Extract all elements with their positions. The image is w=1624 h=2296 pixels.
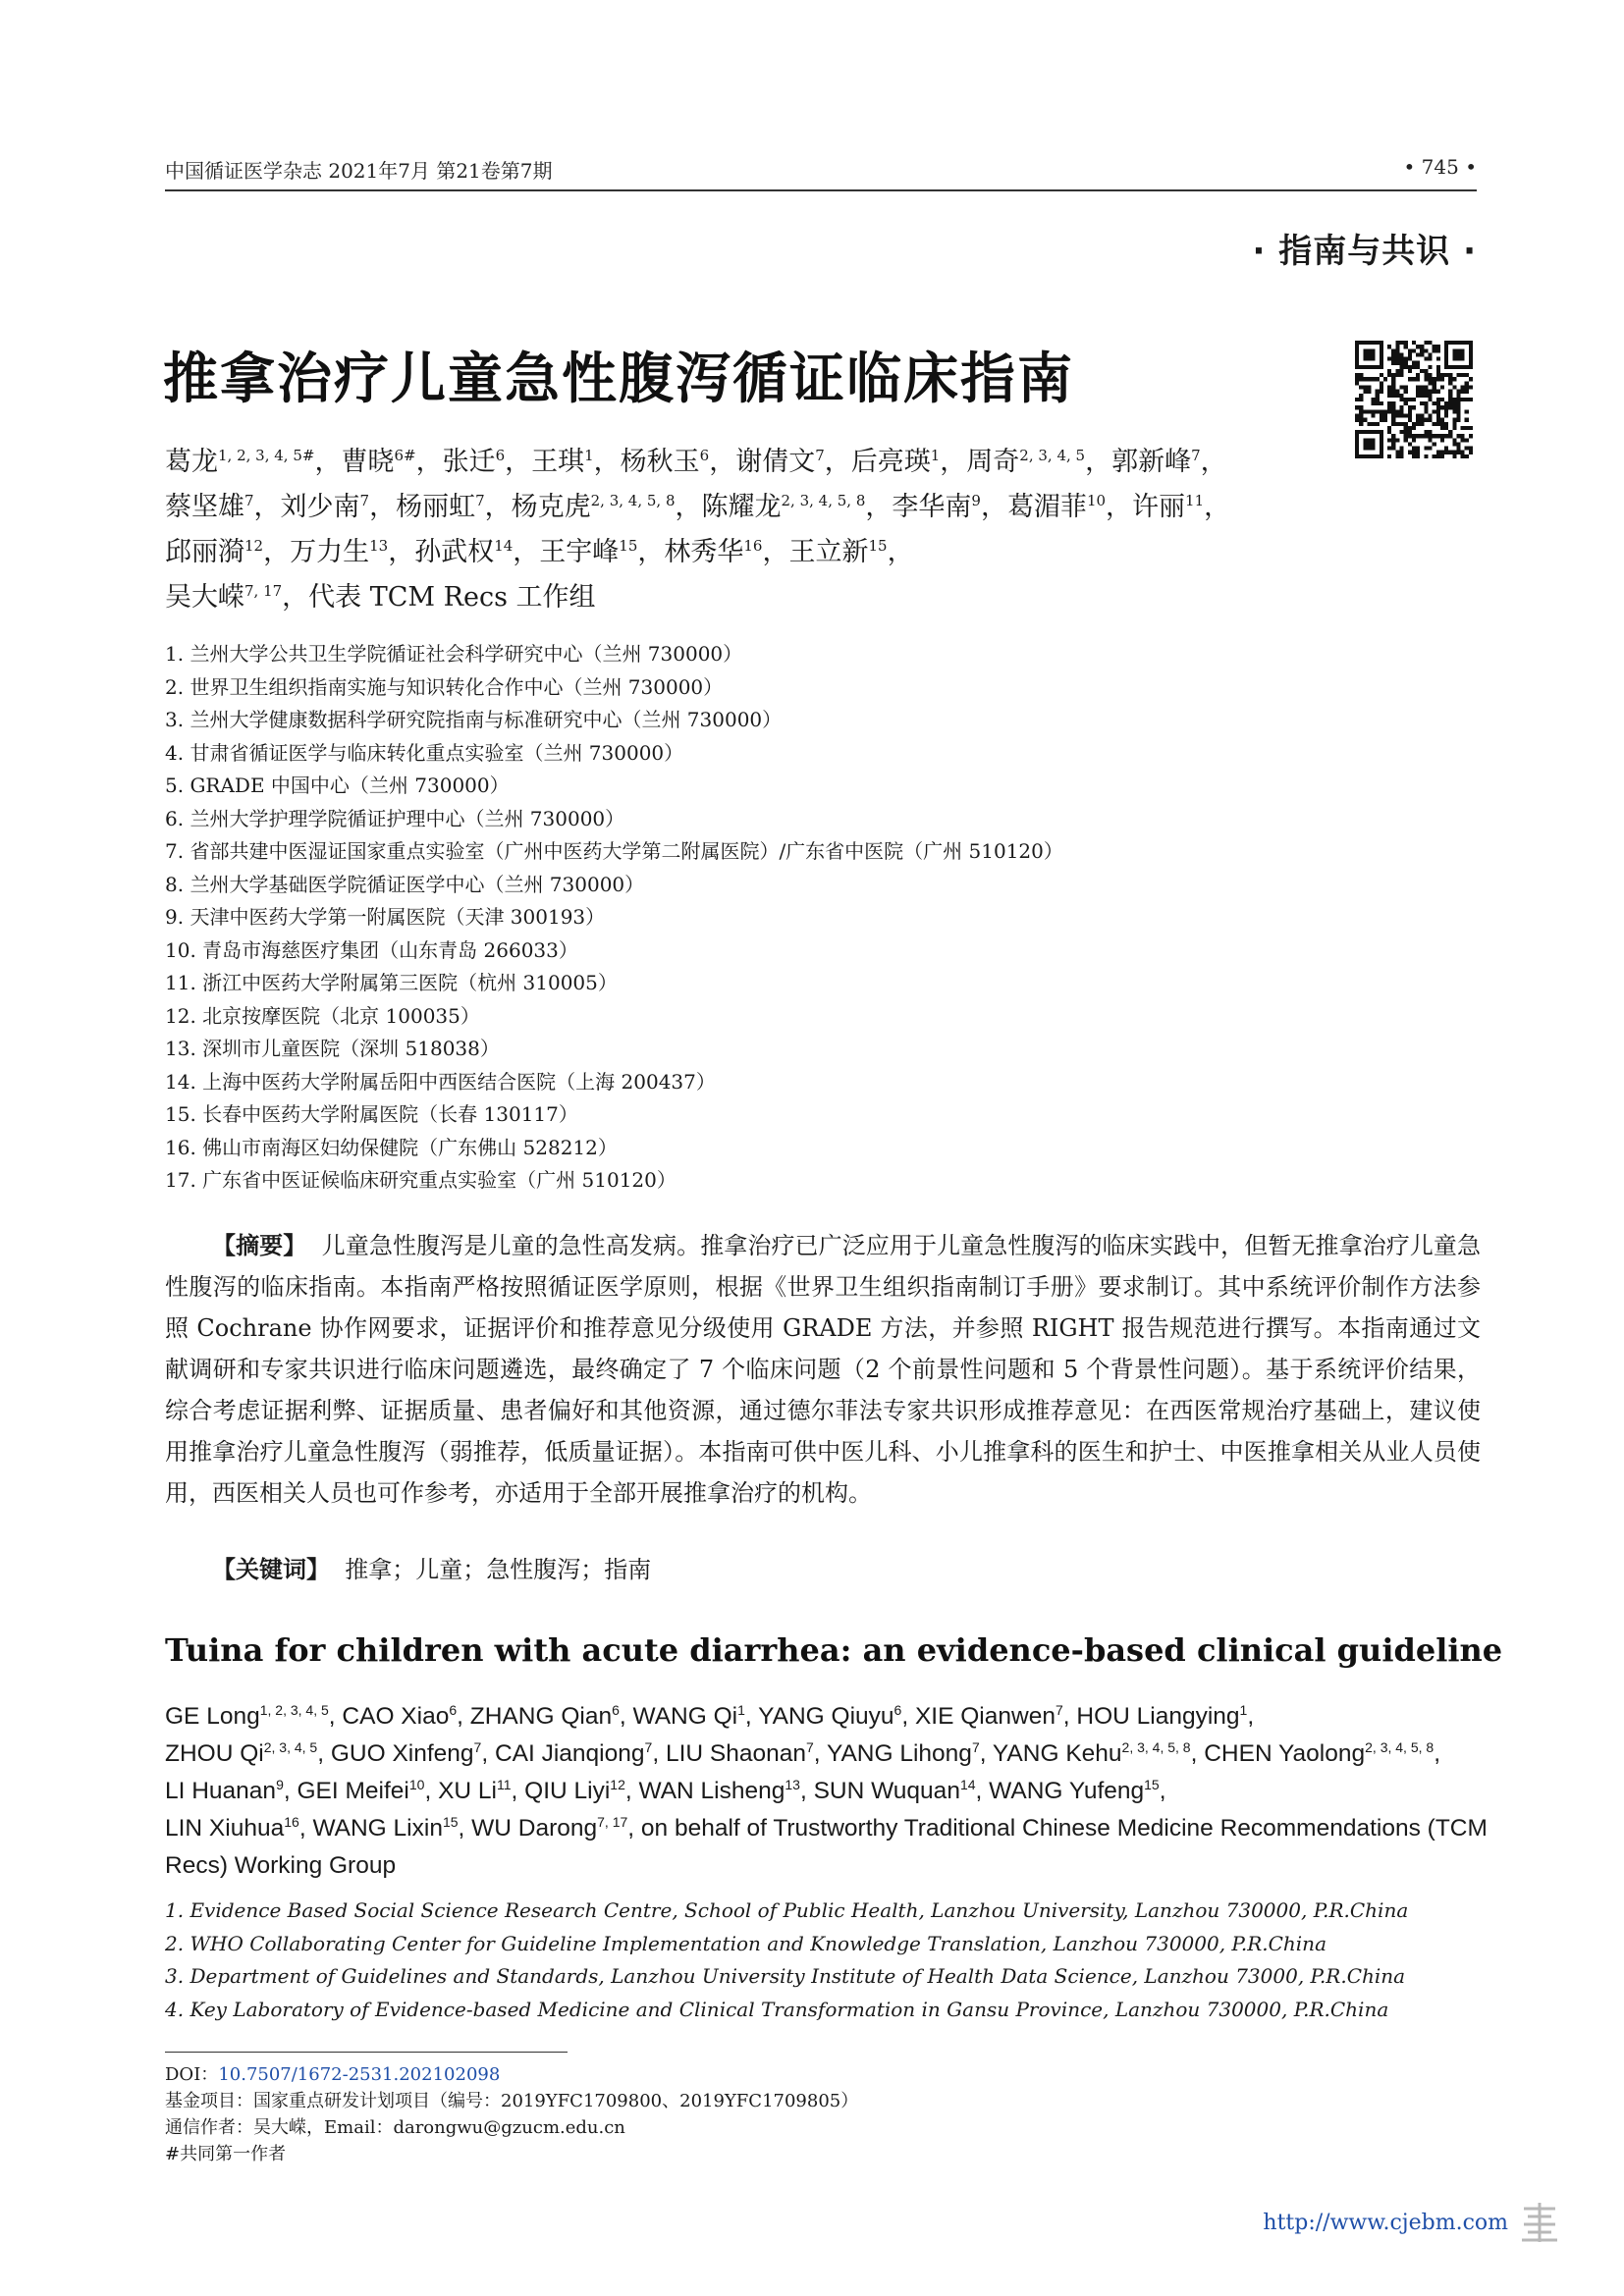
- author-name: 王立新: [788, 537, 869, 567]
- author-name: WANG Lixin: [312, 1815, 443, 1842]
- author-affiliation-marker: 10: [1086, 492, 1107, 509]
- author-name: CAO Xiao: [342, 1703, 450, 1730]
- author-list-cn: 葛龙$^{1, 2, 3, 4, 5\#}$，曹晓$^{6\#}$，张迁$^6$，王琪$^1$，杨秋玉$^6$，谢倩文$^7$，后亮瑛$^1$，周奇$^{2, 3, 4, 5}$，郭新峰$^7$， 蔡坚雄$^7$，刘少南$^7$，杨丽虹$^7$，杨克虎$^{2, 3, 4, 5, 8}$，陈耀龙$^{2, 3, 4, 5, 8}$，李华南$^9$，葛湄菲$^{10}$，许丽$^{11}$， 邱丽漪$^{12}$，万力生$^{13}$，孙武权$^{14}$，王宇峰$^{15}$，林秀华$^{16}$，王立新$^{15}$， 吴大嵘$^{7, 17}$，代表 TCM Recs 工作组: [165, 447, 1231, 613]
- author-affiliation-marker: 13: [785, 1776, 800, 1792]
- page-number: • 745 •: [1403, 155, 1477, 179]
- author-affiliation-marker: 2, 3, 4, 5, 8: [1365, 1738, 1435, 1755]
- author-name: 陈耀龙: [701, 492, 782, 522]
- journal-logo-icon: [1516, 2199, 1563, 2246]
- author-name: 蔡坚雄: [165, 492, 244, 522]
- affiliation-list-en: [165, 1895, 1481, 2026]
- footnote-divider: [165, 2052, 568, 2053]
- affiliation-item: 11. 浙江中医药大学附属第三医院（杭州 310005）: [165, 971, 618, 994]
- affiliation-item: 13. 深圳市儿童医院（深圳 518038）: [165, 1037, 500, 1060]
- author-name: GEI Meifei: [297, 1778, 409, 1804]
- author-affiliation-marker: 1: [1239, 1701, 1248, 1718]
- keywords: [212, 1549, 651, 1590]
- affiliation-item: 15. 长春中医药大学附属医院（长春 130117）: [165, 1102, 578, 1126]
- author-affiliation-marker: 15: [1144, 1776, 1160, 1792]
- author-name: 林秀华: [664, 537, 744, 567]
- affiliation-item: 4. 甘肃省循证医学与临床转化重点实验室（兰州 730000）: [165, 740, 684, 765]
- author-name: WANG Yufeng: [989, 1778, 1145, 1804]
- author-group-suffix: 代表 TCM Recs 工作组: [308, 582, 596, 613]
- author-affiliation-marker: 1, 2, 3, 4, 5#: [218, 447, 315, 464]
- author-name: 曹晓: [341, 447, 395, 477]
- author-affiliation-marker: 7: [644, 1738, 653, 1755]
- author-affiliation-marker: 7: [359, 492, 370, 509]
- author-name: 张迁: [442, 447, 496, 477]
- doi-label: DOI：: [165, 2064, 219, 2085]
- author-affiliation-marker: 7: [475, 492, 485, 509]
- article-title-en: Tuina for children with acute diarrhea: an evidence-based clinical guideline: [165, 1631, 1503, 1669]
- author-name: WAN Lisheng: [638, 1778, 785, 1804]
- affiliation-item: 14. 上海中医药大学附属岳阳中西医结合医院（上海 200437）: [165, 1069, 716, 1094]
- header-divider: [165, 189, 1477, 191]
- affiliation-item: 5. GRADE 中国中心（兰州 730000）: [165, 774, 510, 797]
- author-name: YANG Kehu: [992, 1740, 1122, 1767]
- author-name: 万力生: [290, 537, 370, 567]
- author-name: CAI Jianqiong: [494, 1740, 645, 1767]
- author-affiliation-marker: 2, 3, 4, 5, 8: [590, 492, 676, 509]
- author-affiliation-marker: 9: [971, 492, 981, 509]
- author-affiliation-marker: 14: [959, 1776, 976, 1792]
- affiliation-item: 4. Key Laboratory of Evidence-based Medicine and Clinical Transformation in Gansu Province, Lanzhou 730000, P.R.China: [165, 1997, 1389, 2021]
- author-name: 王宇峰: [539, 537, 620, 567]
- author-name: GE Long: [165, 1703, 260, 1730]
- author-name: 杨秋玉: [620, 447, 700, 477]
- author-name: WANG Qi: [632, 1703, 738, 1730]
- author-name: 周奇: [966, 447, 1020, 477]
- affiliation-item: 3. 兰州大学健康数据科学研究院指南与标准研究中心（兰州 730000）: [165, 708, 783, 731]
- author-name: 孙武权: [414, 537, 495, 567]
- author-affiliation-marker: 13: [369, 537, 389, 555]
- author-affiliation-marker: 14: [494, 537, 514, 555]
- author-name: YANG Qiuyu: [758, 1703, 894, 1730]
- author-group-suffix: on behalf of Trustworthy Traditional Chinese Medicine Recommendations (TCM Recs) Working Group: [165, 1815, 1488, 1879]
- co-first-author-note: #共同第一作者: [165, 2144, 287, 2164]
- author-affiliation-marker: 15: [868, 537, 888, 555]
- affiliation-item: 9. 天津中医药大学第一附属医院（天津 300193）: [165, 905, 606, 929]
- author-affiliation-marker: 9: [276, 1776, 284, 1792]
- author-name: GUO Xinfeng: [330, 1740, 474, 1767]
- author-affiliation-marker: 7, 17: [244, 582, 283, 600]
- author-affiliation-marker: 6: [449, 1701, 458, 1718]
- author-affiliation-marker: 1: [737, 1701, 745, 1718]
- author-affiliation-marker: 7: [805, 1738, 814, 1755]
- affiliation-item: 2. WHO Collaborating Center for Guideline Implementation and Knowledge Translation, Lanzhou 730000, P.R.China: [165, 1931, 1326, 1955]
- author-name: XIE Qianwen: [914, 1703, 1056, 1730]
- author-affiliation-marker: 12: [244, 537, 264, 555]
- author-name: ZHANG Qian: [469, 1703, 613, 1730]
- affiliation-item: 8. 兰州大学基础医学院循证医学中心（兰州 730000）: [165, 872, 645, 896]
- author-affiliation-marker: 6: [495, 447, 506, 464]
- author-affiliation-marker: 1, 2, 3, 4, 5: [259, 1701, 329, 1718]
- author-affiliation-marker: 1: [584, 447, 594, 464]
- author-affiliation-marker: 7: [473, 1738, 482, 1755]
- author-name: 刘少南: [280, 492, 360, 522]
- author-affiliation-marker: 7: [815, 447, 825, 464]
- author-name: 葛龙: [165, 447, 218, 477]
- author-name: 后亮瑛: [850, 447, 931, 477]
- author-affiliation-marker: 15: [442, 1813, 459, 1830]
- journal-website-link[interactable]: http://www.cjebm.com: [1263, 2211, 1508, 2235]
- author-name: LI Huanan: [165, 1778, 277, 1804]
- funding-note: 基金项目：国家重点研发计划项目（编号：2019YFC1709800、2019YFC1709805）: [165, 2091, 859, 2111]
- author-affiliation-marker: 7: [1055, 1701, 1063, 1718]
- doi-line: [165, 2061, 858, 2088]
- author-name: 许丽: [1132, 492, 1186, 522]
- author-affiliation-marker: 6: [893, 1701, 902, 1718]
- author-affiliation-marker: 12: [610, 1776, 625, 1792]
- affiliation-item: 3. Department of Guidelines and Standards, Lanzhou University Institute of Health Data Science, Lanzhou 73000, P.R.China: [165, 1964, 1406, 1988]
- author-affiliation-marker: 7: [1191, 447, 1201, 464]
- affiliation-item: 10. 青岛市海慈医疗集团（山东青岛 266033）: [165, 937, 578, 962]
- abstract: [165, 1225, 1481, 1514]
- affiliation-item: 17. 广东省中医证候临床研究重点实验室（广州 510120）: [165, 1168, 677, 1192]
- author-affiliation-marker: 2, 3, 4, 5: [1019, 447, 1086, 464]
- keywords-text: 推拿；儿童；急性腹泻；指南: [345, 1556, 652, 1583]
- author-name: WU Darong: [471, 1815, 598, 1842]
- article-title-cn: 推拿治疗儿童急性腹泻循证临床指南: [163, 347, 1074, 411]
- author-name: 葛湄菲: [1006, 492, 1087, 522]
- keywords-label: 【关键词】: [212, 1556, 330, 1583]
- qr-code-icon: [1355, 341, 1473, 458]
- author-affiliation-marker: 10: [408, 1776, 425, 1792]
- author-affiliation-marker: 16: [743, 537, 763, 555]
- author-name: LIU Shaonan: [665, 1740, 806, 1767]
- author-name: 王琪: [531, 447, 585, 477]
- journal-header: 中国循证医学杂志 2021年7月 第21卷第7期: [165, 159, 553, 183]
- author-name: 李华南: [892, 492, 972, 522]
- affiliation-item: 7. 省部共建中医湿证国家重点实验室（广州中医药大学第二附属医院）/广东省中医院（广州 510120）: [165, 839, 1063, 863]
- affiliation-item: 12. 北京按摩医院（北京 100035）: [165, 1003, 480, 1028]
- author-affiliation-marker: 2, 3, 4, 5, 8: [781, 492, 866, 509]
- author-name: 谢倩文: [735, 447, 816, 477]
- abstract-text: 儿童急性腹泻是儿童的急性高发病。推拿治疗已广泛应用于儿童急性腹泻的临床实践中，但暂无推拿治疗儿童急性腹泻的临床指南。本指南严格按照循证医学原则，根据《世界卫生组织指南制订手册》要求制订。其中系统评价制作方法参照 Cochrane 协作网要求，证据评价和推荐意见分级使用 GRADE 方法，并参照 RIGHT 报告规范进行撰写。本指南通过文献调研和专家共识进行临床问题遴选，最终确定了 7 个临床问题（2 个前景性问题和 5 个背景性问题）。基于系统评价结果，综合考虑证据利弊、证据质量、患者偏好和其他资源，通过德尔菲法专家共识形成推荐意见：在西医常规治疗基础上，建议使用推拿治疗儿童急性腹泻（弱推荐，低质量证据）。本指南可供中医儿科、小儿推拿科的医生和护士、中医推拿相关从业人员使用，西医相关人员也可作参考，亦适用于全部开展推拿治疗的机构。: [165, 1232, 1482, 1507]
- corresponding-author-note: 通信作者：吴大嵘，Email：darongwu@gzucm.edu.cn: [165, 2117, 625, 2138]
- author-affiliation-marker: 1: [930, 447, 941, 464]
- affiliation-item: 6. 兰州大学护理学院循证护理中心（兰州 730000）: [165, 806, 625, 830]
- author-name: QIU Liyi: [524, 1778, 611, 1804]
- author-affiliation-marker: 6: [699, 447, 710, 464]
- author-list-en: GE Long$^{1, 2, 3, 4, 5}$, CAO Xiao$^6$, ZHANG Qian$^6$, WANG Qi$^1$, YANG Qiuyu$^6$, XIE Qianwen$^7$, HOU Liangying$^1$, ZHOU Qi$^{2, 3, 4, 5}$, GUO Xinfeng$^7$, CAI Jianqiong$^7$, LIU Shaonan$^7$, YANG Lihong$^7$, YANG Kehu$^{2, 3, 4, 5, 8}$, CHEN Yaolong$^{2, 3, 4, 5, 8}$, LI Huanan$^9$, GEI Meifei$^{10}$, XU Li$^{11}$, QIU Liyi$^{12}$, WAN Lisheng$^{13}$, SUN Wuquan$^{14}$, WANG Yufeng$^{15}$, LIN Xiuhua$^{16}$, WANG Lixin$^{15}$, WU Darong$^{7, 17}$, on behalf of Trustworthy Traditional Chinese Medicine Recommendations (TCM Recs) Working Group: [165, 1701, 1488, 1879]
- author-name: ZHOU Qi: [165, 1740, 264, 1767]
- abstract-label: 【摘要】: [212, 1232, 307, 1259]
- author-name: 吴大嵘: [165, 582, 244, 613]
- author-name: YANG Lihong: [826, 1740, 972, 1767]
- author-affiliation-marker: 6: [612, 1701, 620, 1718]
- doi-link[interactable]: 10.7507/1672-2531.202102098: [218, 2064, 501, 2085]
- author-name: XU Li: [438, 1778, 497, 1804]
- footnotes: [165, 2061, 858, 2167]
- author-affiliation-marker: 2, 3, 4, 5: [263, 1738, 318, 1755]
- author-name: 杨丽虹: [396, 492, 476, 522]
- affiliation-list-cn: [165, 638, 1481, 1198]
- author-name: 邱丽漪: [165, 537, 244, 567]
- affiliation-item: 2. 世界卫生组织指南实施与知识转化合作中心（兰州 730000）: [165, 674, 724, 699]
- affiliation-item: 16. 佛山市南海区妇幼保健院（广东佛山 528212）: [165, 1135, 618, 1159]
- author-affiliation-marker: 11: [496, 1776, 512, 1792]
- author-affiliation-marker: 7, 17: [597, 1813, 628, 1830]
- affiliation-item: 1. 兰州大学公共卫生学院循证社会科学研究中心（兰州 730000）: [165, 642, 743, 666]
- column-label: · 指南与共识 ·: [1252, 232, 1477, 271]
- author-name: SUN Wuquan: [813, 1778, 960, 1804]
- author-name: LIN Xiuhua: [165, 1815, 285, 1842]
- author-affiliation-marker: 2, 3, 4, 5, 8: [1121, 1738, 1191, 1755]
- author-affiliation-marker: 11: [1185, 492, 1205, 509]
- author-affiliation-marker: 7: [971, 1738, 980, 1755]
- author-affiliation-marker: 15: [619, 537, 638, 555]
- author-affiliation-marker: 7: [244, 492, 254, 509]
- author-affiliation-marker: 16: [284, 1813, 299, 1830]
- author-name: 杨克虎: [511, 492, 591, 522]
- author-name: 郭新峰: [1111, 447, 1192, 477]
- author-name: CHEN Yaolong: [1204, 1740, 1366, 1767]
- affiliation-item: 1. Evidence Based Social Science Research Centre, School of Public Health, Lanzhou University, Lanzhou 730000, P.R.China: [165, 1898, 1409, 1922]
- author-affiliation-marker: 6#: [394, 447, 416, 464]
- author-name: HOU Liangying: [1076, 1703, 1240, 1730]
